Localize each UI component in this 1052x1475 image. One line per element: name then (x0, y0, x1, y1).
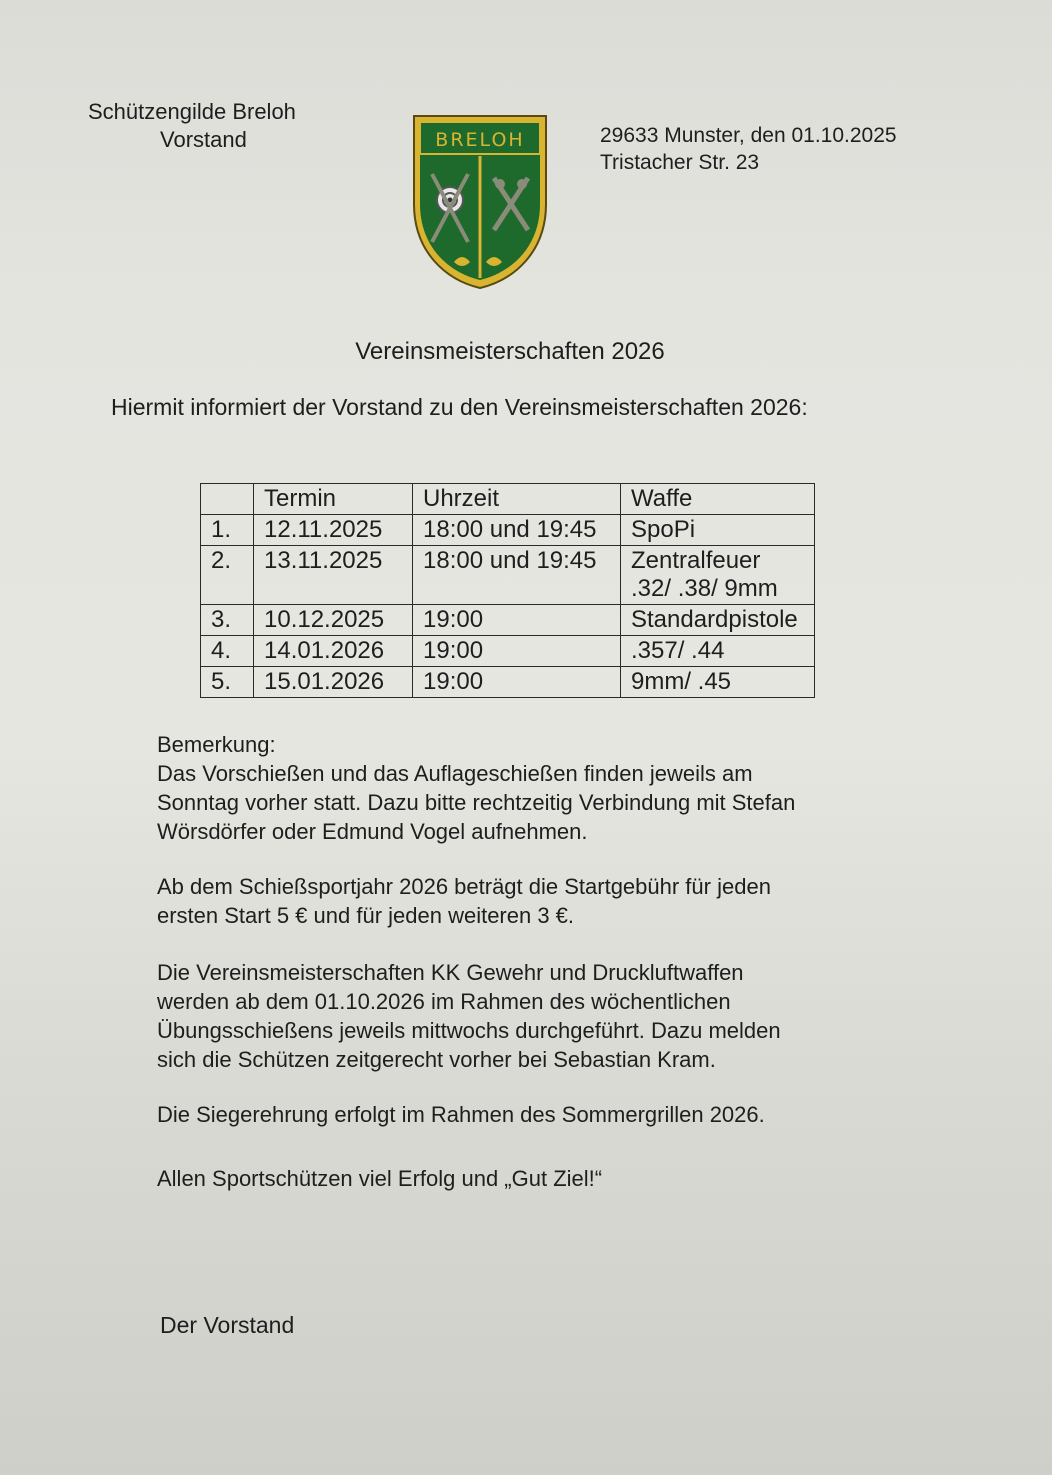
row-number: 4. (201, 636, 254, 667)
table-row (201, 605, 815, 636)
table-row (201, 546, 815, 605)
sender-block (88, 98, 296, 154)
row-uhrzeit: 19:00 (413, 605, 621, 636)
row-waffe: SpoPi (621, 515, 815, 546)
remark-p1-line: Das Vorschießen und das Auflageschießen finden jeweils am (157, 761, 753, 786)
row-waffe-line1: Zentralfeuer (631, 547, 761, 574)
table-header-row (201, 484, 815, 515)
closing-line: Allen Sportschützen viel Erfolg und „Gut Ziel!“ (157, 1166, 603, 1191)
sender-club-name: Schützengilde Breloh (88, 99, 296, 124)
row-waffe-line2: .32/ .38/ 9mm (631, 575, 778, 602)
row-uhrzeit: 18:00 und 19:45 (413, 515, 621, 546)
header-termin: Termin (254, 484, 413, 515)
row-uhrzeit: 19:00 (413, 667, 621, 698)
row-number: 3. (201, 605, 254, 636)
row-number: 1. (201, 515, 254, 546)
row-termin: 13.11.2025 (254, 546, 413, 605)
row-waffe (621, 546, 815, 605)
remark-heading: Bemerkung: (157, 732, 276, 757)
table-row (201, 667, 815, 698)
award-line: Die Siegerehrung erfolgt im Rahmen des Sommergrillen 2026. (157, 1102, 765, 1127)
address-street: Tristacher Str. 23 (600, 151, 760, 174)
address-block (600, 122, 897, 176)
remark-p1-line: Wörsdörfer oder Edmund Vogel aufnehmen. (157, 819, 588, 844)
intro-text: Hiermit informiert der Vorstand zu den Vereinsmeisterschaften 2026: (111, 394, 808, 420)
row-termin: 14.01.2026 (254, 636, 413, 667)
rifle-line: Die Vereinsmeisterschaften KK Gewehr und Druckluftwaffen (157, 960, 744, 985)
remark-block (157, 730, 917, 846)
emblem-text: BRELOH (435, 129, 525, 151)
row-uhrzeit: 18:00 und 19:45 (413, 546, 621, 605)
address-date-line: 29633 Munster, den 01.10.2025 (600, 124, 897, 147)
sender-board: Vorstand (160, 127, 247, 152)
row-number: 2. (201, 546, 254, 605)
fee-line: Ab dem Schießsportjahr 2026 beträgt die Startgebühr für jeden (157, 874, 771, 899)
header-waffe: Waffe (621, 484, 815, 515)
row-waffe: .357/ .44 (621, 636, 815, 667)
table-row (201, 515, 815, 546)
header-number (201, 484, 254, 515)
document-title: Vereinsmeisterschaften 2026 (355, 338, 665, 365)
rifle-paragraph (157, 958, 917, 1074)
row-uhrzeit: 19:00 (413, 636, 621, 667)
signoff: Der Vorstand (160, 1312, 295, 1338)
fee-line: ersten Start 5 € und für jeden weiteren 3 €. (157, 903, 575, 928)
table-row (201, 636, 815, 667)
closing-paragraph (157, 1164, 917, 1193)
row-termin: 10.12.2025 (254, 605, 413, 636)
header-uhrzeit: Uhrzeit (413, 484, 621, 515)
row-termin: 12.11.2025 (254, 515, 413, 546)
club-emblem (410, 112, 550, 292)
remark-p1-line: Sonntag vorher statt. Dazu bitte rechtzeitig Verbindung mit Stefan (157, 790, 796, 815)
rifle-line: sich die Schützen zeitgerecht vorher bei Sebastian Kram. (157, 1047, 716, 1072)
row-waffe: Standardpistole (621, 605, 815, 636)
row-termin: 15.01.2026 (254, 667, 413, 698)
row-number: 5. (201, 667, 254, 698)
award-paragraph (157, 1100, 917, 1129)
fee-paragraph (157, 872, 917, 930)
row-waffe: 9mm/ .45 (621, 667, 815, 698)
rifle-line: werden ab dem 01.10.2026 im Rahmen des wöchentlichen (157, 989, 731, 1014)
schedule-table (200, 483, 815, 698)
rifle-line: Übungsschießens jeweils mittwochs durchgeführt. Dazu melden (157, 1018, 781, 1043)
